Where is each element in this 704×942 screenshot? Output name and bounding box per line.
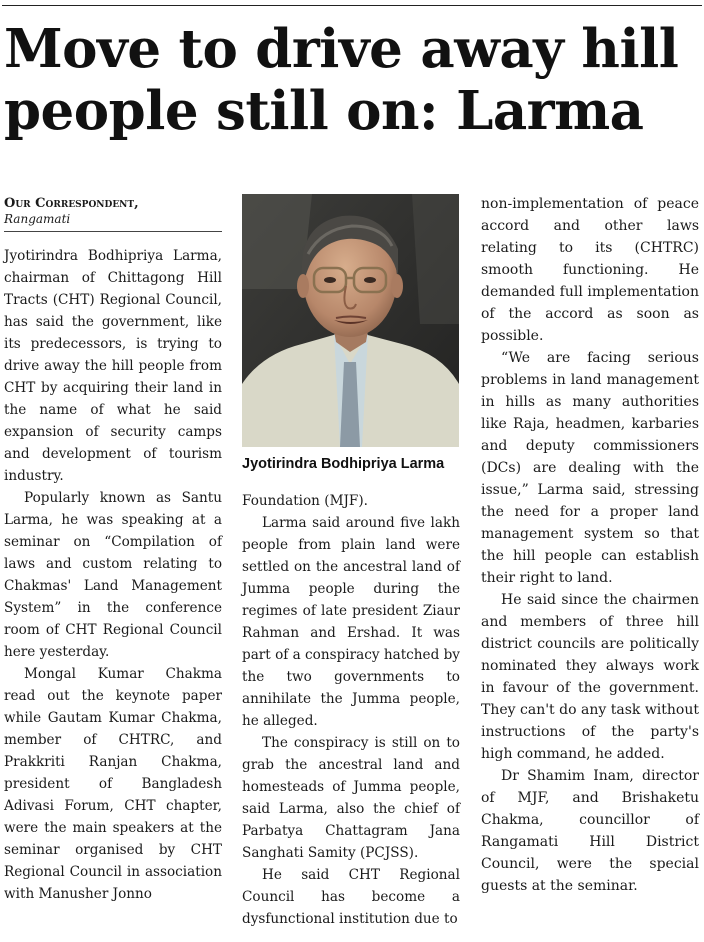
byline-divider [4,231,222,232]
paragraph: Mongal Kumar Chakma read out the keynote paper while Gautam Kumar Chakma, member of CHTRC, and Prakkriti Ranjan Chakma, president of Bangladesh Adivasi Forum, CHT chapter, were the main speakers at the seminar organised by CHT Regional Council in association with Manusher Jonno [4,666,222,902]
paragraph: The conspiracy is still on to grab the ancestral land and homesteads of Jumma people, said Larma, also the chief of Parbatya Chattagram Jana Sanghati Samity (PCJSS). [242,735,460,861]
portrait-illustration [242,194,459,447]
paragraph: Dr Shamim Inam, director of MJF, and Brishaketu Chakma, councillor of Rangamati Hill District Council, were the special guests at the seminar. [481,768,699,894]
article-column-2 [242,490,460,930]
paragraph: He said CHT Regional Council has become a dysfunctional institution due to [242,867,460,927]
byline [4,196,232,232]
headline-line-2: people still on: Larma [4,80,644,142]
paragraph: “We are facing serious problems in land management in hills as many authorities like Raja, headmen, karbaries and deputy commissioners (DCs) are dealing with the issue,” Larma said, stressing the need for a proper land management system so that the hill people can establish their right to land. [481,350,699,586]
paragraph: Jyotirindra Bodhipriya Larma, chairman of Chittagong Hill Tracts (CHT) Regional Council, has said the government, like its predecessors, is trying to drive away the hill people from CHT by acquiring their land in the name of what he said expansion of security camps and development of tourism industry. [4,248,222,484]
byline-place: Rangamati [4,212,71,226]
byline-name: Our Correspondent, [4,196,139,211]
portrait-photo [242,194,459,447]
article-column-3 [481,193,699,897]
paragraph: Foundation (MJF). [242,493,368,509]
article-column-1 [4,245,222,905]
headline [4,18,702,142]
top-rule [2,5,702,6]
paragraph: He said since the chairmen and members of three hill district councils are politically nominated they always work in favour of the government. They can't do any task without instructions of the party's high command, he added. [481,592,699,762]
paragraph: Popularly known as Santu Larma, he was speaking at a seminar on “Compilation of laws and custom relating to Chakmas' Land Management System” in the conference room of CHT Regional Council here yesterday. [4,490,222,660]
headline-line-1: Move to drive away hill [4,18,679,80]
photo-caption: Jyotirindra Bodhipriya Larma [242,456,445,472]
paragraph: Larma said around five lakh people from plain land were settled on the ancestral land of Jumma people during the regimes of late president Ziaur Rahman and Ershad. It was part of a conspiracy hatched by the two governments to annihilate the Jumma people, he alleged. [242,515,460,729]
paragraph: non-implementation of peace accord and other laws relating to its (CHTRC) smooth functioning. He demanded full implementation of the accord as soon as possible. [481,196,699,344]
